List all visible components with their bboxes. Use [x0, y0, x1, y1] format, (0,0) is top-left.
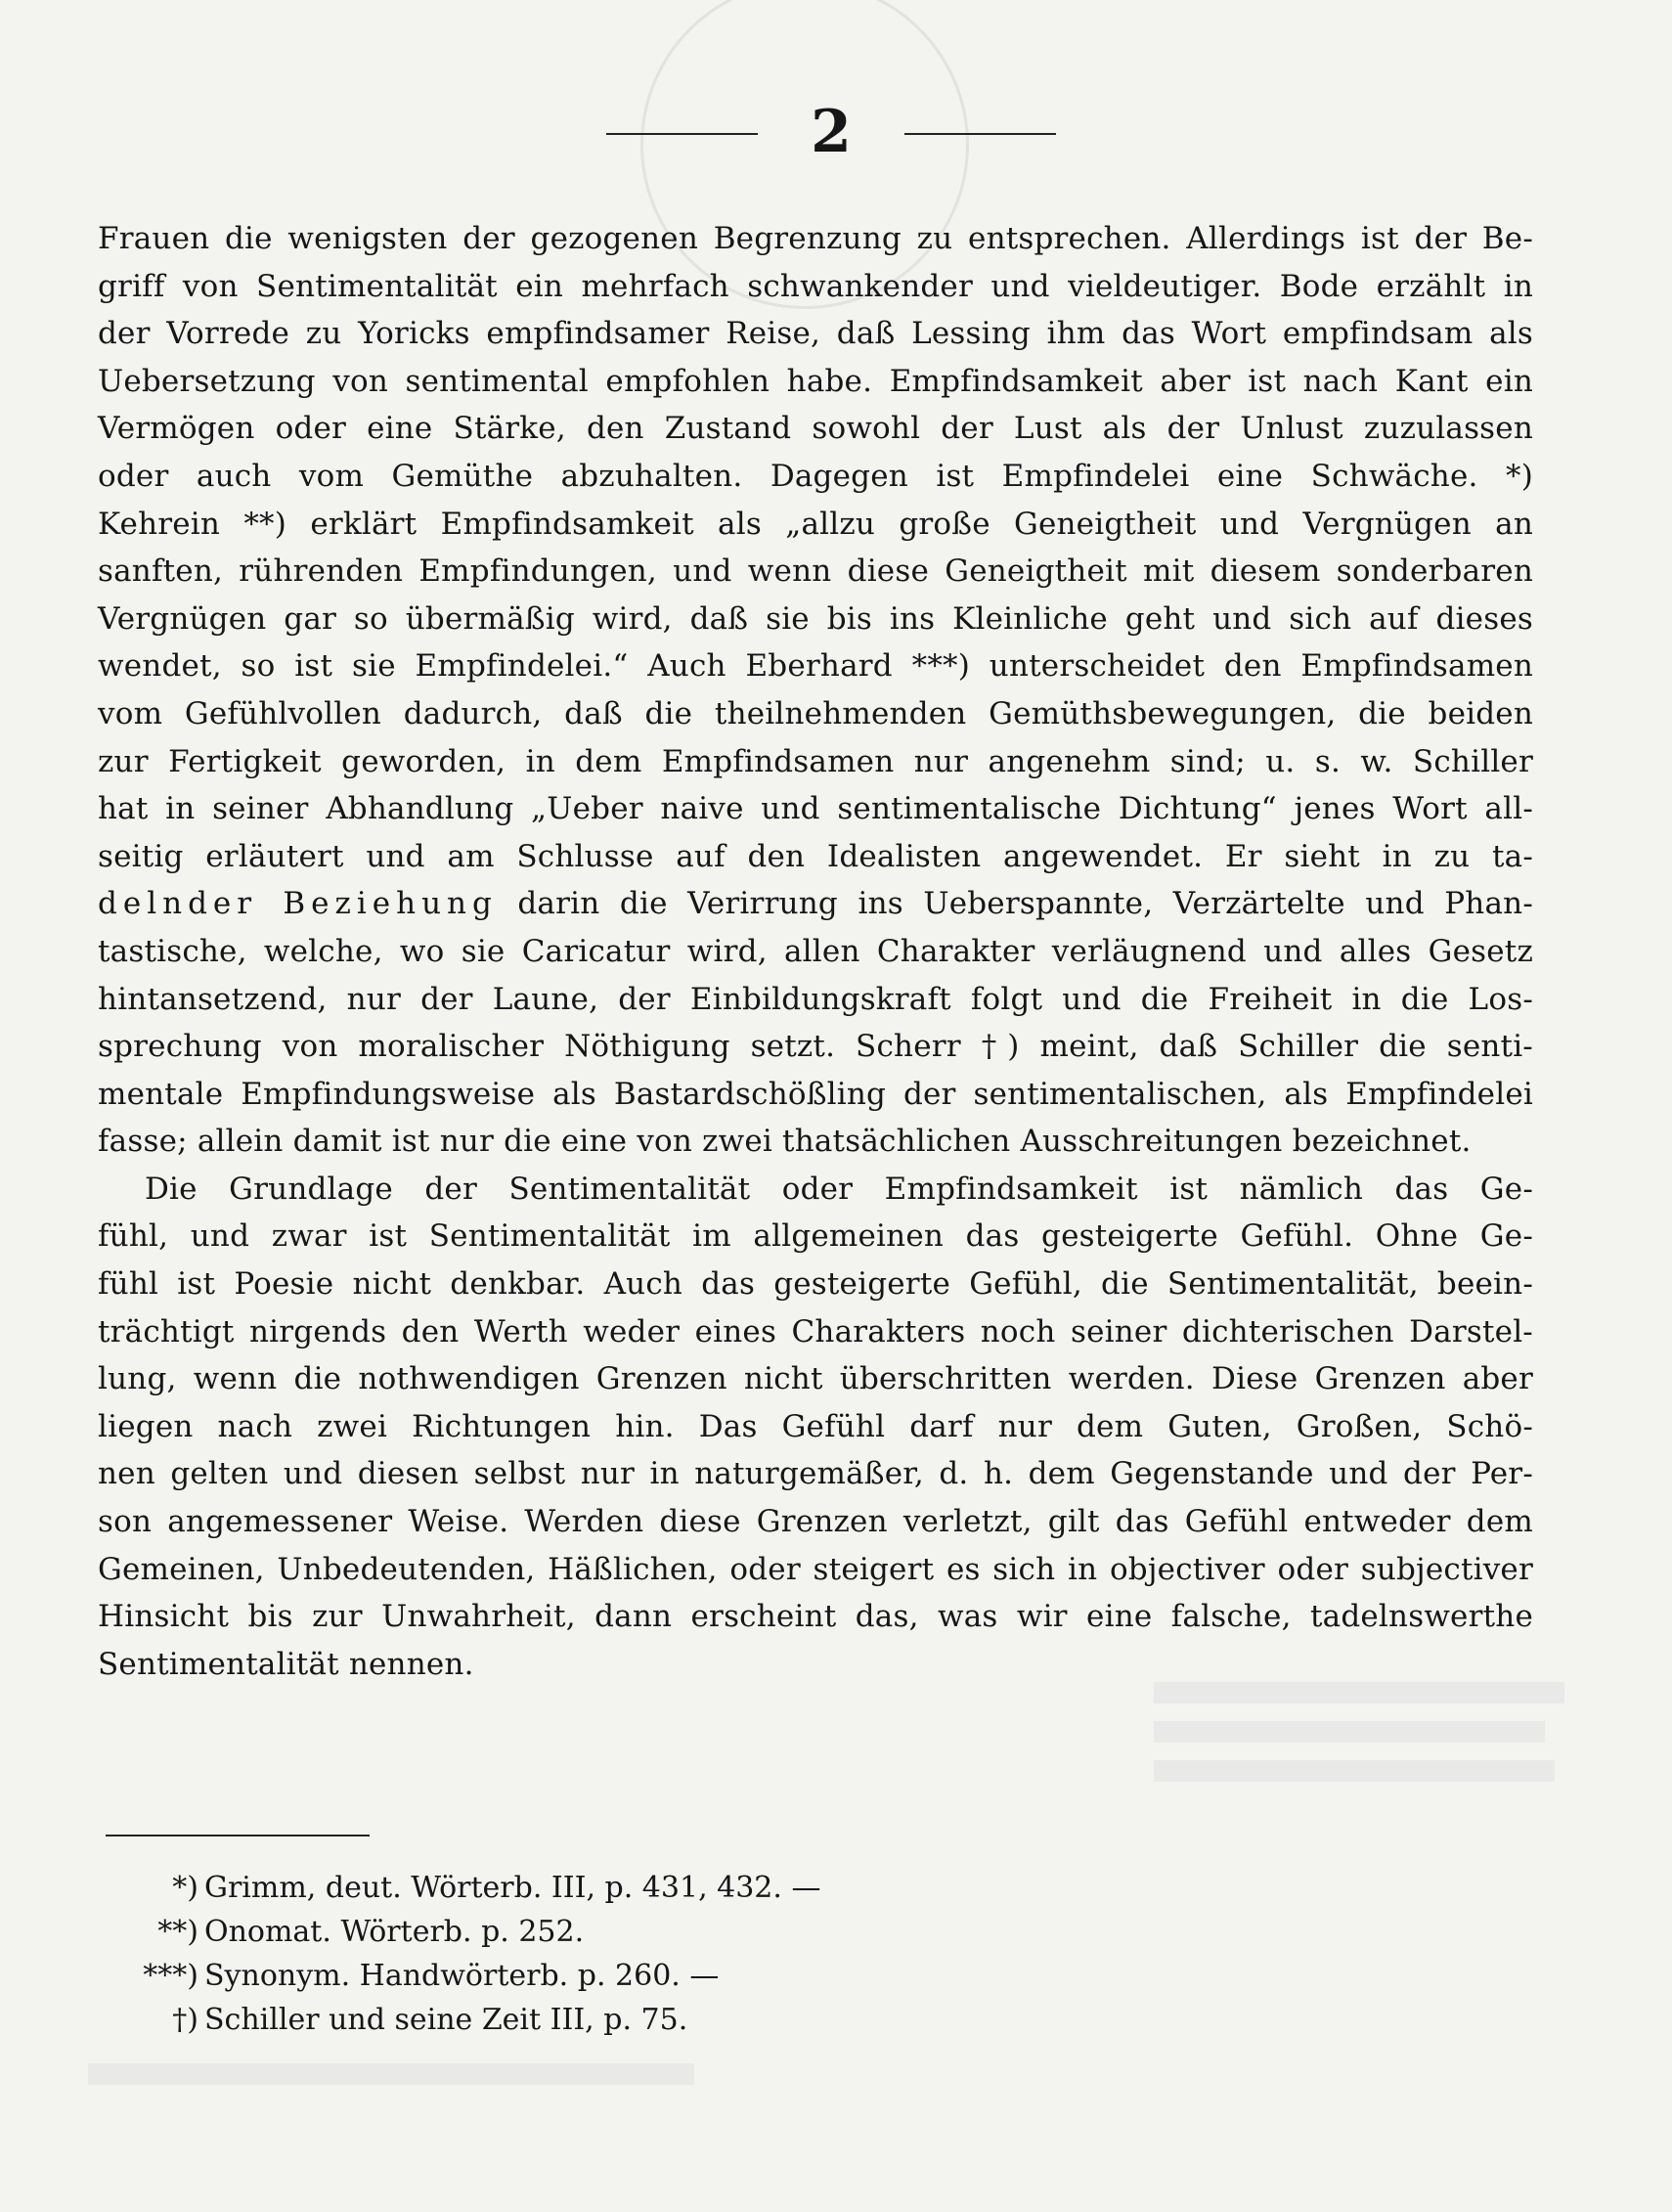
text-line: fühl, und zwar ist Sentimentalität im allgemeinen das gesteigerte Gefühl. Ohne Ge- — [98, 1218, 1533, 1255]
footnote — [98, 1866, 1271, 1910]
text-line: Die Grundlage der Sentimentalität oder Empfindsamkeit ist nämlich das Ge- — [145, 1171, 1533, 1207]
text-line: Gemeinen, Unbedeutenden, Häßlichen, oder steigert es sich in objectiver oder subjectiver — [98, 1551, 1533, 1587]
text-line: Vermögen oder eine Stärke, den Zustand sowohl der Lust als der Unlust zuzulassen — [98, 411, 1533, 447]
paragraph-2 — [98, 1166, 1533, 1689]
text-line: Sentimentalität nennen. — [98, 1646, 474, 1682]
text-line: vom Gefühlvollen dadurch, daß die theilnehmenden Gemüthsbewegungen, die beiden — [98, 695, 1533, 731]
footnote-mark: **) — [157, 1915, 198, 1949]
header-rule-left — [606, 133, 758, 135]
text-line: sprechung von moralischer Nöthigung setzt. Scherr †) meint, daß Schiller die senti- — [98, 1029, 1533, 1065]
text-line: Vergnügen gar so übermäßig wird, daß sie bis ins Kleinliche geht und sich auf dieses — [98, 600, 1533, 637]
footnote-text: Onomat. Wörterb. p. 252. — [204, 1915, 585, 1949]
footnote-text: Grimm, deut. Wörterb. III, p. 431, 432. — — [204, 1871, 821, 1905]
page-header — [0, 98, 1672, 176]
text-line: nen gelten und diesen selbst nur in naturgemäßer, d. h. dem Gegenstande und der Per- — [98, 1456, 1533, 1492]
footnote-mark: *) — [172, 1871, 198, 1905]
page-number: 2 — [811, 98, 852, 166]
text-line: son angemessener Weise. Werden diese Grenzen verletzt, gilt das Gefühl entweder dem — [98, 1504, 1533, 1540]
text-line: fasse; allein damit ist nur die eine von zwei thatsächlichen Ausschreitungen bezeichnet. — [98, 1124, 1472, 1160]
text-line: griff von Sentimentalität ein mehrfach schwankender und vieldeutiger. Bode erzählt in — [98, 268, 1533, 304]
emphasized-phrase: delnder Beziehung — [98, 886, 498, 922]
header-rule-right — [904, 133, 1056, 135]
footnote-rule — [106, 1835, 370, 1836]
text-line: trächtigt nirgends den Werth weder eines Charakters noch seiner dichterischen Darstel- — [98, 1313, 1533, 1349]
text-line: hintansetzend, nur der Laune, der Einbildungskraft folgt und die Freiheit in die Los- — [98, 981, 1533, 1017]
text-line: lung, wenn die nothwendigen Grenzen nicht überschritten werden. Diese Grenzen aber — [98, 1361, 1533, 1397]
text-span: darin die Verirrung ins Ueberspannte, Verzärtelte und Phan- — [497, 886, 1533, 922]
text-line: Hinsicht bis zur Unwahrheit, dann erscheint das, was wir eine falsche, tadelnswerthe — [98, 1599, 1533, 1635]
body-text — [98, 215, 1533, 1688]
text-line: sanften, rührenden Empfindungen, und wenn diese Geneigtheit mit diesem sonderbaren — [98, 553, 1533, 590]
text-line: zur Fertigkeit geworden, in dem Empfindsamen nur angenehm sind; u. s. w. Schiller — [98, 743, 1533, 779]
footnote-text: Synonym. Handwörterb. p. 260. — — [204, 1959, 720, 1993]
text-line: Frauen die wenigsten der gezogenen Begrenzung zu entsprechen. Allerdings ist der Be- — [98, 221, 1533, 256]
text-line: oder auch vom Gemüthe abzuhalten. Dagegen ist Empfindelei eine Schwäche. *) — [98, 458, 1533, 494]
footnote-mark: ***) — [143, 1959, 198, 1993]
text-line: tastische, welche, wo sie Caricatur wird, allen Charakter verläugnend und alles Gesetz — [98, 933, 1533, 969]
text-line: seitig erläutert und am Schlusse auf den Idealisten angewendet. Er sieht in zu ta- — [98, 838, 1533, 874]
footnote — [98, 1998, 1271, 2042]
text-line: wendet, so ist sie Empfindelei.“ Auch Eberhard ***) unterscheidet den Empfindsamen — [98, 648, 1533, 685]
text-line: Uebersetzung von sentimental empfohlen habe. Empfindsamkeit aber ist nach Kant ein — [98, 363, 1533, 399]
footnote — [98, 1910, 1271, 1954]
text-line: liegen nach zwei Richtungen hin. Das Gefühl darf nur dem Guten, Großen, Schö- — [98, 1408, 1533, 1444]
footnote-mark: †) — [172, 2003, 198, 2037]
text-line: hat in seiner Abhandlung „Ueber naive und sentimentalische Dichtung“ jenes Wort all- — [98, 791, 1533, 827]
text-line — [98, 880, 1533, 928]
text-line: Kehrein **) erklärt Empfindsamkeit als „allzu große Geneigtheit und Vergnügen an — [98, 506, 1533, 542]
footnote-text: Schiller und seine Zeit III, p. 75. — [204, 2003, 688, 2037]
paragraph-1 — [98, 215, 1533, 1166]
footnote — [98, 1954, 1271, 1998]
text-line: fühl ist Poesie nicht denkbar. Auch das gesteigerte Gefühl, die Sentimentalität, beein- — [98, 1266, 1533, 1303]
footnotes — [98, 1866, 1271, 2042]
text-line: der Vorrede zu Yoricks empfindsamer Reise, daß Lessing ihm das Wort empfindsam als — [98, 316, 1533, 352]
text-line: mentale Empfindungsweise als Bastardschößling der sentimentalischen, als Empfindelei — [98, 1076, 1533, 1112]
